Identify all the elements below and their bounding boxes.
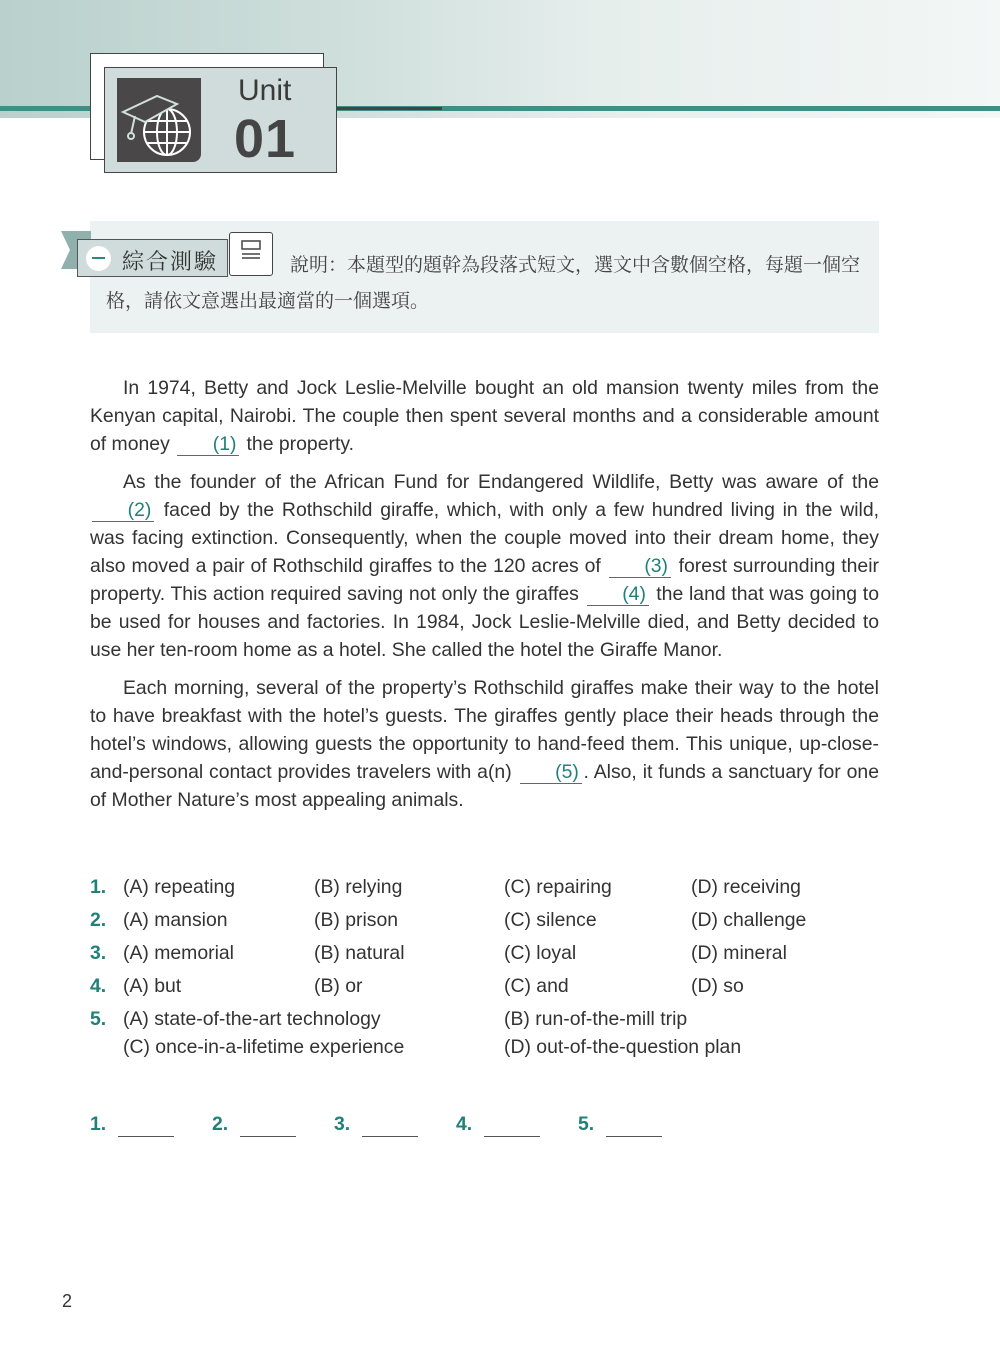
answer-option[interactable]: (C) once-in-a-lifetime experience bbox=[123, 1036, 405, 1058]
passage-blank: (2) bbox=[92, 499, 154, 522]
passage-blank: (4) bbox=[587, 583, 649, 606]
answer-option[interactable]: (C) and bbox=[504, 975, 569, 997]
answer-option[interactable]: (B) relying bbox=[314, 876, 403, 898]
answer-option[interactable]: (D) challenge bbox=[691, 909, 807, 931]
passage-blank: (3) bbox=[609, 555, 671, 578]
answer-option[interactable]: (B) or bbox=[314, 975, 363, 997]
answer-blank[interactable] bbox=[484, 1136, 540, 1137]
passage-blank: (5) bbox=[520, 761, 582, 784]
passage-text: the land that was going to be used for houses and factories. In 1984, Jock Leslie-Melville died, and Betty decided to use her ten-room home as a hotel. She called the hotel the Giraffe Manor. bbox=[90, 583, 879, 661]
answer-label: 1. bbox=[90, 1113, 107, 1135]
question-number: 2. bbox=[90, 909, 107, 931]
answer-option[interactable]: (A) repeating bbox=[123, 876, 236, 898]
answer-blank[interactable] bbox=[118, 1136, 174, 1137]
passage-text: the property. bbox=[241, 433, 354, 455]
passage bbox=[90, 374, 879, 824]
answer-blank[interactable] bbox=[606, 1136, 662, 1137]
question-number: 4. bbox=[90, 975, 107, 997]
passage-text: faced by the Rothschild giraffe, which, with only a few hundred living in the wild, was facing extinction. Consequently, when the couple moved into their dream home, they also moved a pair of Rothschild giraffes to the 120 acres of bbox=[90, 499, 879, 577]
question-number: 5. bbox=[90, 1008, 107, 1030]
answer-option[interactable]: (B) natural bbox=[314, 942, 405, 964]
answer-label: 3. bbox=[334, 1113, 351, 1135]
instruction-text: 說明：本題型的題幹為段落式短文，選文中含數個空格，每題一個空格，請依文意選出最適當的一個選項。 bbox=[106, 255, 861, 312]
passage-text: . Also, it funds a sanctuary for one of Mother Nature’s most appealing animals. bbox=[90, 761, 879, 811]
passage-text: Each morning, several of the property’s Rothschild giraffes make their way to the hotel to have breakfast with the hotel’s guests. The giraffes gently place their heads through the hotel’s windows, allowing guests the opportunity to hand-feed them. This unique, up-close-and-personal contact provides travelers with a(n) bbox=[90, 677, 879, 783]
section-label: 綜合測驗 bbox=[122, 249, 219, 274]
paragraph bbox=[90, 674, 879, 814]
passage-blank: (1) bbox=[177, 433, 239, 456]
answer-option[interactable]: (D) mineral bbox=[691, 942, 787, 964]
banner-divider-dark bbox=[336, 107, 442, 110]
graduation-cap-globe-icon bbox=[117, 78, 201, 162]
question-number: 1. bbox=[90, 876, 107, 898]
answer-label: 4. bbox=[456, 1113, 473, 1135]
answer-option[interactable]: (A) mansion bbox=[123, 909, 228, 931]
answer-option[interactable]: (C) loyal bbox=[504, 942, 577, 964]
paragraph bbox=[90, 374, 879, 458]
answer-option[interactable]: (C) repairing bbox=[504, 876, 612, 898]
answer-label: 2. bbox=[212, 1113, 229, 1135]
answer-option[interactable]: (A) memorial bbox=[123, 942, 234, 964]
answer-label: 5. bbox=[578, 1113, 595, 1135]
answer-option[interactable]: (D) so bbox=[691, 975, 744, 997]
answer-blank[interactable] bbox=[240, 1136, 296, 1137]
passage-text: As the founder of the African Fund for Endangered Wildlife, Betty was aware of the bbox=[123, 471, 879, 493]
unit-number: 01 bbox=[234, 109, 297, 169]
answer-option[interactable]: (C) silence bbox=[504, 909, 597, 931]
unit-label: Unit bbox=[238, 74, 292, 107]
answer-option[interactable]: (D) receiving bbox=[691, 876, 801, 898]
question-number: 3. bbox=[90, 942, 107, 964]
answer-option[interactable]: (A) but bbox=[123, 975, 182, 997]
passage-text: In 1974, Betty and Jock Leslie-Melville bought an old mansion twenty miles from the Kenyan capital, Nairobi. The couple then spent several months and a considerable amount of money bbox=[90, 377, 879, 455]
answer-option[interactable]: (D) out-of-the-question plan bbox=[504, 1036, 742, 1058]
page-number: 2 bbox=[62, 1291, 73, 1311]
answer-option[interactable]: (A) state-of-the-art technology bbox=[123, 1008, 381, 1030]
answer-blank[interactable] bbox=[362, 1136, 418, 1137]
answer-option[interactable]: (B) run-of-the-mill trip bbox=[504, 1008, 688, 1030]
passage-text: forest surrounding their property. This action required saving not only the giraffes bbox=[90, 555, 879, 605]
answer-option[interactable]: (B) prison bbox=[314, 909, 399, 931]
paragraph bbox=[90, 468, 879, 664]
